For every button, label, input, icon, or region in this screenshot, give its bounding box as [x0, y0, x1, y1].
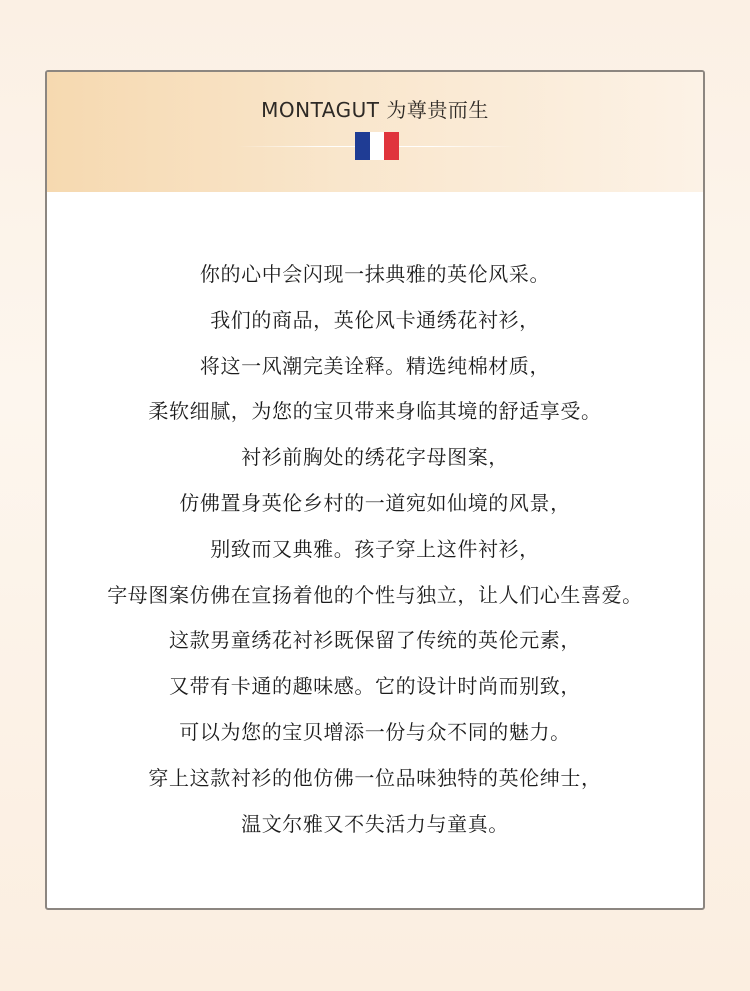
- text-line: 别致而又典雅。孩子穿上这件衬衫，: [210, 536, 540, 561]
- text-line: 柔软细腻，为您的宝贝带来身临其境的舒适享受。: [148, 399, 602, 424]
- text-line: 可以为您的宝贝增添一份与众不同的魅力。: [179, 719, 571, 744]
- description-card: [45, 70, 705, 910]
- flag-stripe-white: [370, 132, 385, 160]
- flag-stripe-blue: [355, 132, 370, 160]
- text-line: 仿佛置身英伦乡村的一道宛如仙境的风景，: [179, 490, 571, 515]
- text-line: 这款男童绣花衬衫既保留了传统的英伦元素，: [169, 628, 581, 653]
- card-header: [47, 72, 703, 192]
- description-text: [47, 252, 703, 847]
- text-line: 将这一风潮完美诠释。精选纯棉材质，: [199, 353, 551, 378]
- text-line: 衬衫前胸处的绣花字母图案，: [241, 445, 509, 470]
- text-line: 又带有卡通的趣味感。它的设计时尚而别致，: [169, 674, 581, 699]
- text-line: 温文尔雅又不失活力与童真。: [241, 811, 509, 836]
- text-line: 字母图案仿佛在宣扬着他的个性与独立，让人们心生喜爱。: [107, 582, 643, 607]
- text-line: 你的心中会闪现一抹典雅的英伦风采。: [199, 262, 551, 286]
- text-line: 穿上这款衬衫的他仿佛一位品味独特的英伦绅士，: [148, 765, 602, 790]
- french-flag-icon: [355, 132, 399, 160]
- flag-stripe-red: [384, 132, 399, 160]
- text-line: 我们的商品，英伦风卡通绣花衬衫，: [210, 307, 540, 332]
- brand-title: MONTAGUT 为尊贵而生: [261, 98, 489, 122]
